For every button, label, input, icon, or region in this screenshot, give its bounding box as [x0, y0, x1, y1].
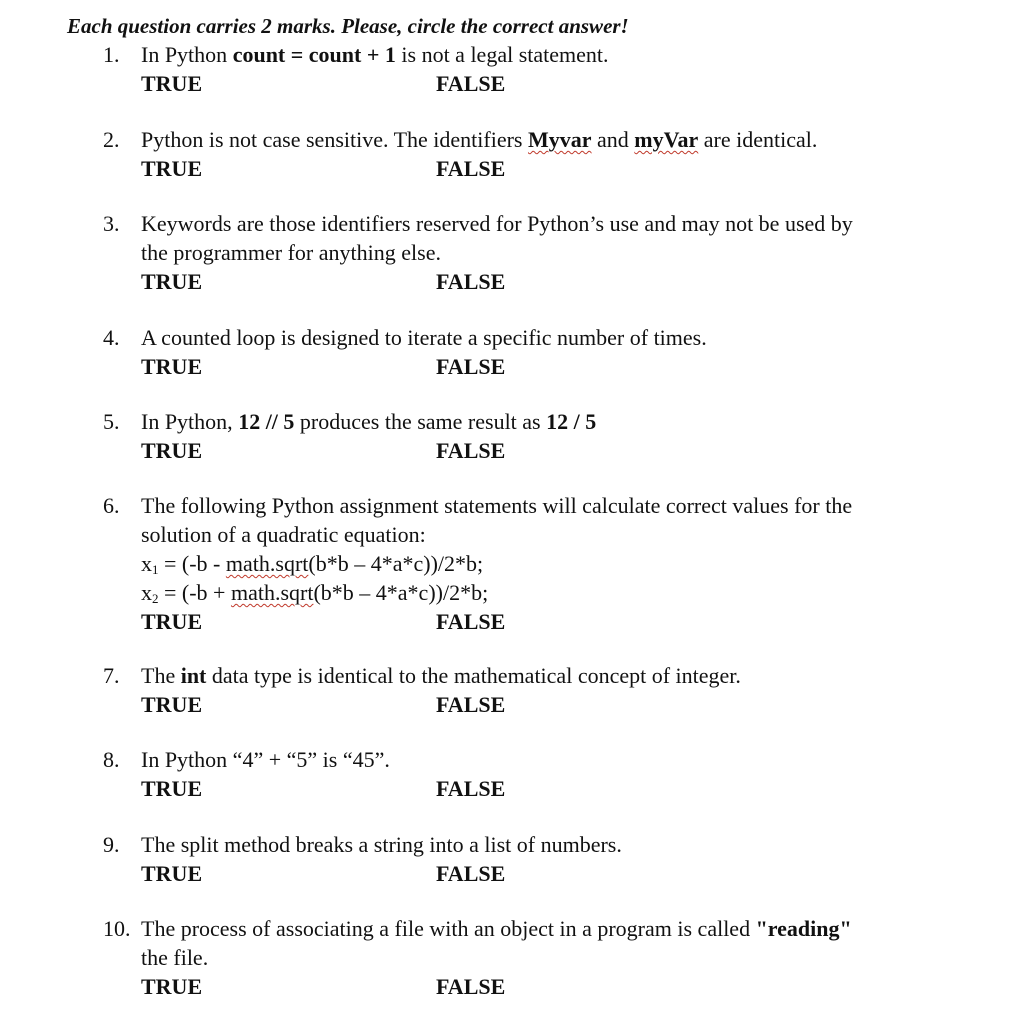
- false-option[interactable]: FALSE: [436, 269, 506, 294]
- question-7: [0, 661, 1024, 719]
- false-option[interactable]: FALSE: [436, 776, 506, 801]
- question-text-line-1: The process of associating a file with an object in a program is called "reading": [141, 916, 852, 941]
- false-option[interactable]: FALSE: [436, 438, 506, 463]
- false-option[interactable]: FALSE: [436, 692, 506, 717]
- question-9: [0, 830, 1024, 888]
- question-6: [0, 491, 1024, 636]
- true-option[interactable]: TRUE: [141, 156, 203, 181]
- question-text-line-2: the file.: [141, 945, 209, 970]
- question-1: [0, 40, 1024, 98]
- question-number: 10.: [103, 916, 131, 941]
- question-number: 8.: [103, 747, 120, 772]
- question-text-line-2: the programmer for anything else.: [141, 240, 441, 265]
- question-text: The int data type is identical to the mathematical concept of integer.: [141, 663, 741, 688]
- instructions: Each question carries 2 marks. Please, circle the correct answer!: [67, 14, 629, 38]
- question-text: Python is not case sensitive. The identifiers Myvar and myVar are identical.: [141, 127, 818, 152]
- true-option[interactable]: TRUE: [141, 354, 203, 379]
- question-5: [0, 407, 1024, 465]
- false-option[interactable]: FALSE: [436, 71, 506, 96]
- question-text: A counted loop is designed to iterate a specific number of times.: [141, 325, 707, 350]
- question-2: [0, 125, 1024, 183]
- question-number: 5.: [103, 409, 120, 434]
- false-option[interactable]: FALSE: [436, 354, 506, 379]
- true-option[interactable]: TRUE: [141, 776, 203, 801]
- question-4: [0, 323, 1024, 381]
- question-number: 4.: [103, 325, 120, 350]
- question-text: The split method breaks a string into a list of numbers.: [141, 832, 622, 857]
- true-option[interactable]: TRUE: [141, 609, 203, 634]
- question-8: [0, 745, 1024, 803]
- true-option[interactable]: TRUE: [141, 71, 203, 96]
- false-option[interactable]: FALSE: [436, 974, 506, 999]
- true-option[interactable]: TRUE: [141, 438, 203, 463]
- question-text-line-2: solution of a quadratic equation:: [141, 522, 426, 547]
- true-option[interactable]: TRUE: [141, 692, 203, 717]
- true-option[interactable]: TRUE: [141, 861, 203, 886]
- question-3: [0, 209, 1024, 296]
- false-option[interactable]: FALSE: [436, 156, 506, 181]
- true-option[interactable]: TRUE: [141, 269, 203, 294]
- question-text: In Python, 12 // 5 produces the same result as 12 / 5: [141, 409, 597, 434]
- code-line-2: $x_2 = (-b$ + math.sqrt(b*b – 4*a*c))/2*b;: [141, 580, 489, 606]
- question-text: In Python count = count + 1 is not a legal statement.: [141, 42, 609, 67]
- question-number: 1.: [103, 42, 120, 67]
- question-number: 2.: [103, 127, 120, 152]
- question-text-line-1: Keywords are those identifiers reserved for Python’s use and may not be used by: [141, 211, 853, 236]
- question-number: 7.: [103, 663, 120, 688]
- question-number: 6.: [103, 493, 120, 518]
- code-line-1: $x_1 = (-b$ - math.sqrt(b*b – 4*a*c))/2*b;: [141, 551, 484, 577]
- question-number: 9.: [103, 832, 120, 857]
- true-option[interactable]: TRUE: [141, 974, 203, 999]
- question-text: In Python “4” + “5” is “45”.: [141, 747, 390, 772]
- question-text-line-1: The following Python assignment statements will calculate correct values for the: [141, 493, 853, 518]
- false-option[interactable]: FALSE: [436, 861, 506, 886]
- question-number: 3.: [103, 211, 120, 236]
- question-10: [0, 914, 1024, 1001]
- false-option[interactable]: FALSE: [436, 609, 506, 634]
